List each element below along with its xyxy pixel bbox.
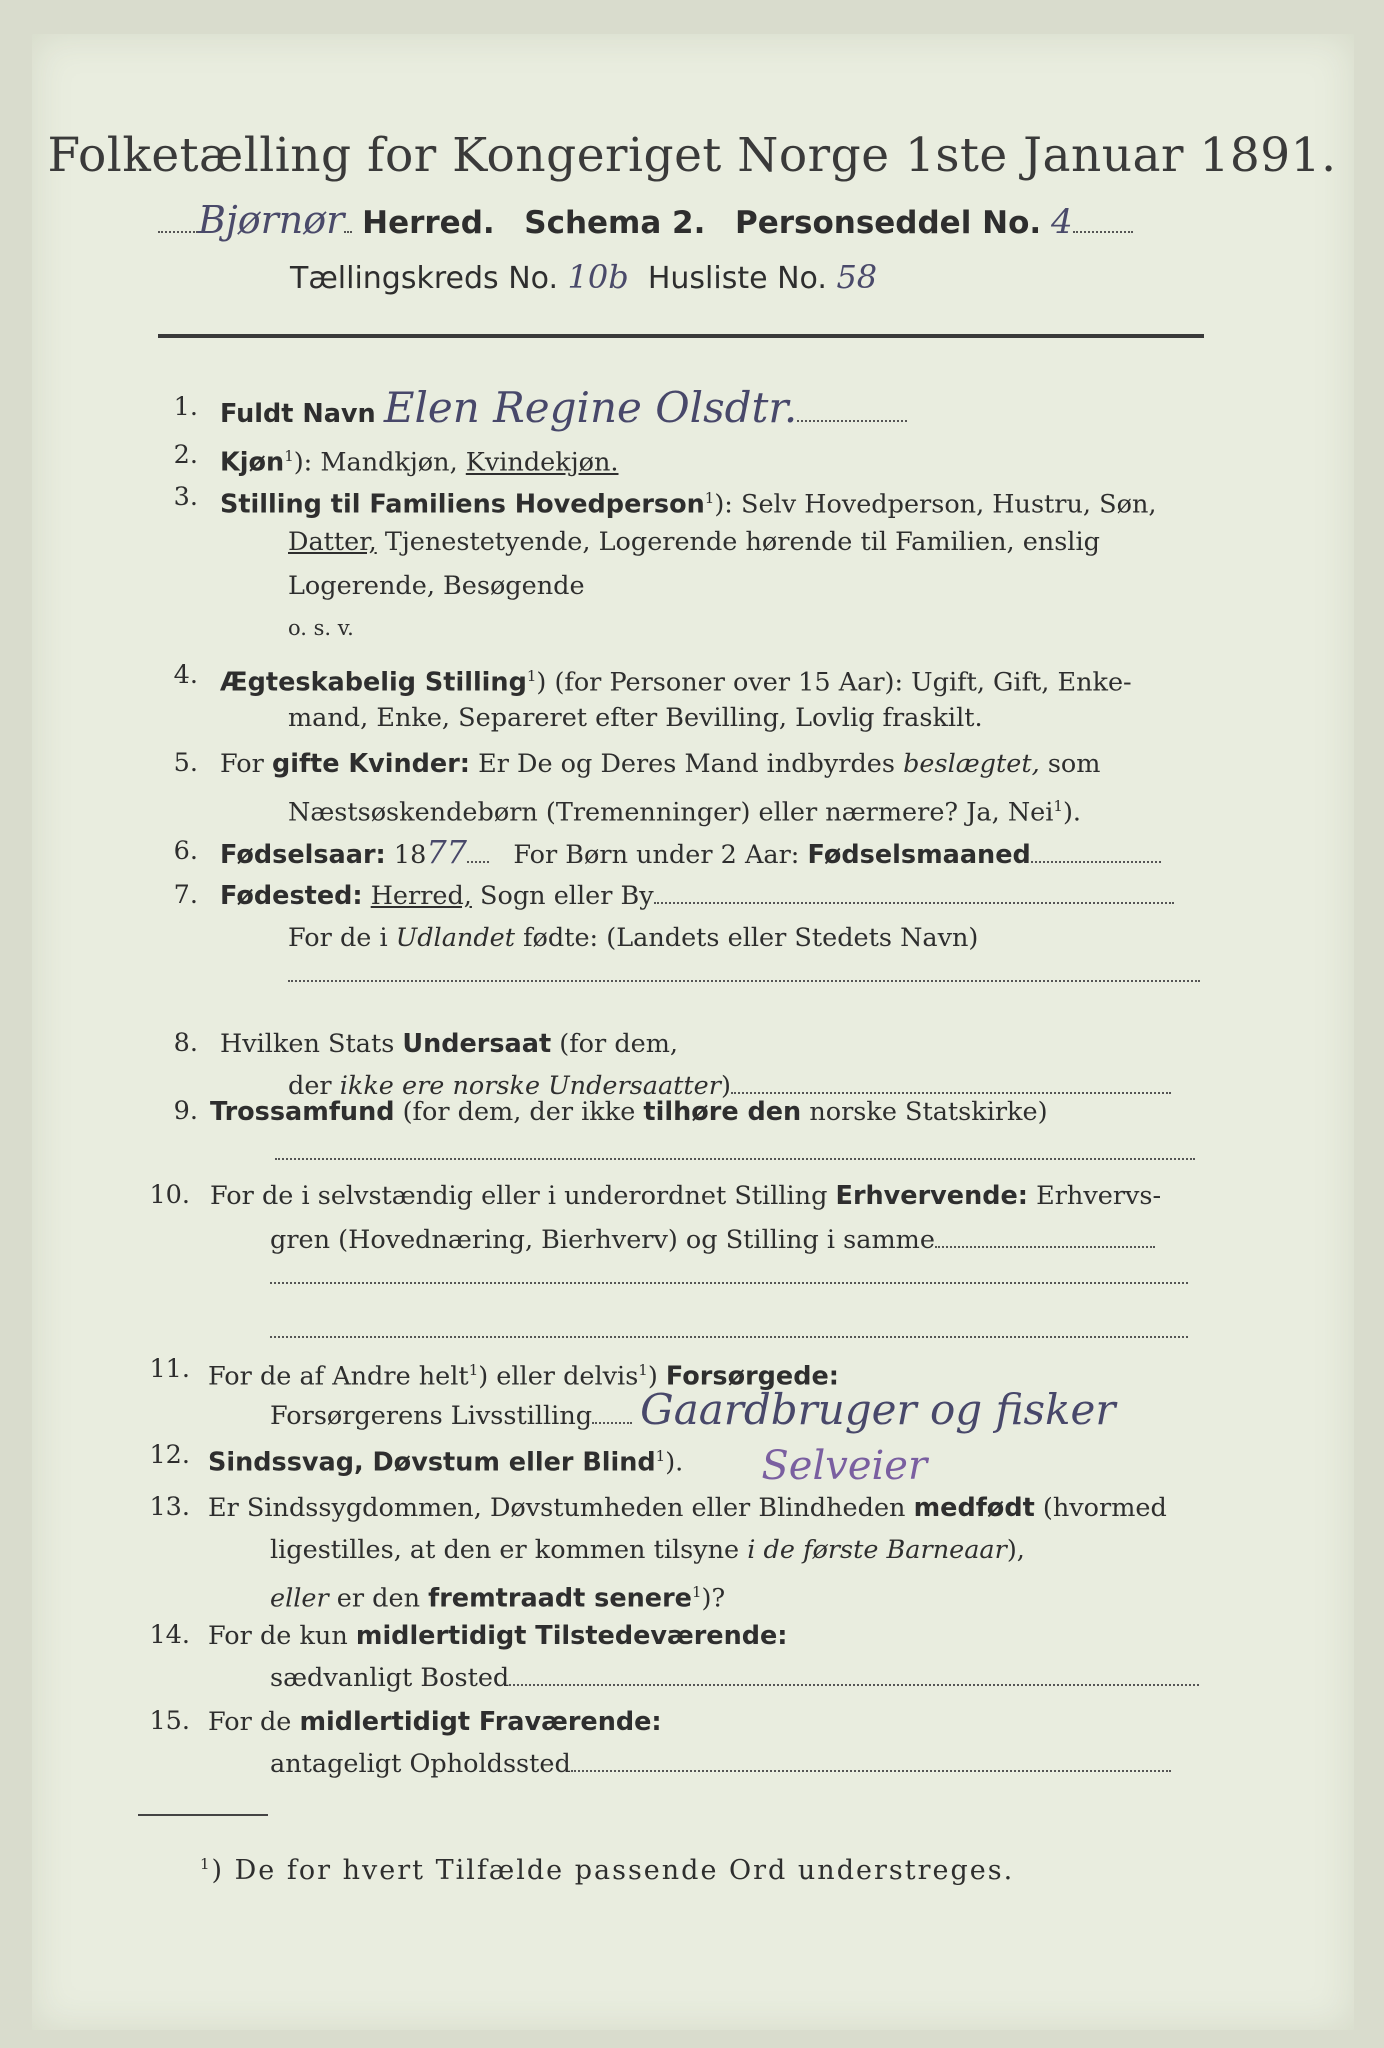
q15-line1 <box>208 1706 662 1738</box>
q15-line2 <box>270 1748 1190 1780</box>
q4-line1 <box>220 660 1132 699</box>
q10-answer-line2 <box>270 1316 1188 1338</box>
q1-number: 1. <box>173 392 198 422</box>
q8-text1: (for dem, <box>559 1029 679 1059</box>
footnote <box>200 1855 1014 1886</box>
q14-label: midlertidigt Tilstedeværende: <box>355 1621 788 1651</box>
footnote-text: ) De for hvert Tilfælde passende Ord understreges. <box>211 1855 1015 1886</box>
q10-text1: Erhvervs- <box>1036 1181 1162 1211</box>
q13-ital3: eller <box>270 1583 329 1614</box>
q10-label: Erhvervende: <box>835 1181 1028 1211</box>
q11-text2: Forsørgerens Livsstilling <box>270 1401 593 1431</box>
q2-choice-underlined: Kvindekjøn. <box>465 447 619 478</box>
q3-number: 3. <box>173 482 198 512</box>
q12-handwritten-note: Selveier <box>761 1442 928 1489</box>
q13-label3: fremtraadt senere <box>428 1583 692 1614</box>
q5-line2 <box>288 790 1081 829</box>
q8-text2b: ) <box>720 1071 731 1101</box>
q13-number: 13. <box>149 1492 190 1522</box>
q15-label: midlertidigt Fraværende: <box>299 1707 662 1737</box>
kreds-handwritten: 10b <box>567 258 629 296</box>
q10-line1 <box>210 1180 1161 1212</box>
q15-pre: For de <box>208 1707 292 1737</box>
q6-handwritten-year: 77 <box>426 833 468 871</box>
q2-text: ): Mandkjøn, <box>293 447 458 478</box>
q9-text1: (for dem, der ikke <box>402 1097 636 1127</box>
q9-answer-line <box>275 1138 1195 1160</box>
q2-number: 2. <box>173 440 198 470</box>
q8-number: 8. <box>173 1028 198 1058</box>
q14-number: 14. <box>149 1620 190 1650</box>
q7-text2a: For de i <box>288 923 388 953</box>
q7-ital: Udlandet <box>395 923 515 953</box>
q13-ital2: i de første Barneaar <box>747 1535 1007 1565</box>
q12-line <box>208 1440 928 1489</box>
q13-text3b: )? <box>701 1583 726 1614</box>
personseddel-label: Personseddel No. <box>734 205 1042 241</box>
q9-bold2: tilhøre den <box>643 1097 802 1127</box>
q8-line1 <box>220 1028 678 1060</box>
q1-line <box>220 383 1206 432</box>
schema-label: Schema 2. <box>524 205 706 241</box>
husliste-handwritten: 58 <box>836 258 878 296</box>
q11-sup: 1 <box>468 1361 479 1379</box>
q5-text2: Næstsøskendebørn (Tremenninger) eller nærmere? Ja, Nei <box>288 797 1054 828</box>
q11-post: ) <box>647 1361 658 1392</box>
q1-label: Fuldt Navn <box>220 399 376 429</box>
q12-sup: 1 <box>655 1447 666 1465</box>
q10-pre: For de i selvstændig eller i underordnet Stilling <box>210 1181 828 1211</box>
q7-answer-line <box>288 960 1200 982</box>
q3-text1: ): Selv Hovedperson, Hustru, Søn, <box>714 489 1157 520</box>
q7-choice-underlined: Herred, <box>370 881 472 911</box>
footnote-rule <box>138 1814 268 1816</box>
q3-text4: o. s. v. <box>288 616 354 640</box>
q13-text2b: ), <box>1006 1535 1025 1565</box>
q3-text3: Logerende, Besøgende <box>288 571 585 601</box>
q9-number: 9. <box>173 1096 198 1126</box>
q14-text2: sædvanligt Bosted <box>270 1663 510 1693</box>
q12-number: 12. <box>149 1440 190 1470</box>
q9-label: Trossamfund <box>210 1097 395 1127</box>
q10-answer-line1 <box>270 1262 1188 1284</box>
q7-line1 <box>220 880 1174 912</box>
q11-sup2: 1 <box>638 1361 648 1379</box>
q1-handwritten-name: Elen Regine Olsdtr. <box>383 383 798 432</box>
q7-line2 <box>288 922 978 954</box>
q6-text: For Børn under 2 Aar: <box>513 840 800 870</box>
q8-pre: Hvilken Stats <box>220 1029 395 1059</box>
q5-sup: 1 <box>1053 797 1063 815</box>
q2-label: Kjøn <box>220 447 285 478</box>
q6-line <box>220 833 1206 871</box>
q5-ital: beslægtet, <box>903 749 1040 779</box>
q11-line2 <box>270 1385 1116 1434</box>
q8-ital: ikke ere norske Undersaatter <box>339 1071 721 1101</box>
q14-line2 <box>270 1662 1190 1694</box>
q5-text2b: ). <box>1062 797 1082 828</box>
q7-text2b: fødte: (Landets eller Stedets Navn) <box>523 923 979 953</box>
q13-text2a: ligestilles, at den er kommen tilsyne <box>270 1535 740 1565</box>
q7-text1: Sogn eller By <box>480 881 654 911</box>
q11-handwritten-occupation: Gaardbruger og fisker <box>640 1385 1116 1434</box>
q11-number: 11. <box>149 1354 190 1384</box>
q13-line3 <box>270 1576 725 1615</box>
q9-line1 <box>210 1096 1048 1128</box>
herred-row <box>158 198 1208 242</box>
q4-number: 4. <box>173 660 198 690</box>
header-rule <box>158 334 1204 338</box>
q3-line1 <box>220 482 1156 521</box>
q5-line1 <box>220 748 1100 780</box>
q8-label: Undersaat <box>402 1029 552 1059</box>
q6-label2: Fødselsmaaned <box>807 840 1031 870</box>
q11-pre: For de af Andre helt <box>208 1361 469 1392</box>
q4-sup: 1 <box>526 667 537 685</box>
q14-line1 <box>208 1620 788 1652</box>
q13-line1 <box>208 1492 1167 1524</box>
kreds-row <box>290 258 1130 296</box>
q10-text2: gren (Hovednæring, Bierhverv) og Stilling i samme <box>270 1225 935 1255</box>
q4-text1: ) (for Personer over 15 Aar): Ugift, Gift, Enke- <box>536 667 1132 698</box>
footnote-sup: 1 <box>200 1855 212 1873</box>
q15-number: 15. <box>149 1706 190 1736</box>
herred-label: Herred. <box>362 205 495 241</box>
kreds-label: Tællingskreds No. <box>290 261 558 296</box>
q5-label: gifte Kvinder: <box>271 749 471 779</box>
q11-label: Forsørgede: <box>665 1361 839 1392</box>
q3-line2 <box>288 526 1100 558</box>
q6-number: 6. <box>173 836 198 866</box>
q3-text2: Tjenestetyende, Logerende hørende til Familien, enslig <box>384 527 1100 557</box>
q13-text1: Er Sindssygdommen, Døvstumheden eller Blindheden <box>208 1493 906 1523</box>
q15-text2: antageligt Opholdssted <box>270 1749 571 1779</box>
q13-text3: er den <box>336 1583 421 1614</box>
q5-pre: For <box>220 749 264 779</box>
husliste-label: Husliste No. <box>647 261 827 296</box>
q2-sup: 1 <box>284 447 294 465</box>
q14-pre: For de kun <box>208 1621 348 1651</box>
q9-text1b: norske Statskirke) <box>809 1097 1048 1127</box>
q3-label: Stilling til Familiens Hovedperson <box>220 489 705 520</box>
herred-handwritten: Bjørnør <box>198 198 345 242</box>
q11-mid: ) eller delvis <box>478 1361 639 1392</box>
q10-number: 10. <box>149 1180 190 1210</box>
q2-line <box>220 440 619 479</box>
q13-line2 <box>270 1534 1025 1566</box>
q4-label: Ægteskabelig Stilling <box>220 667 527 698</box>
q3-sup: 1 <box>704 489 715 507</box>
q5-number: 5. <box>173 748 198 778</box>
q6-label: Fødselsaar: <box>220 840 386 870</box>
q13-text1b: (hvormed <box>1042 1493 1167 1523</box>
q4-text2: mand, Enke, Separeret efter Bevilling, Lovlig fraskilt. <box>288 703 983 733</box>
q3-choice-underlined: Datter, <box>288 527 377 557</box>
q13-sup: 1 <box>691 1583 702 1601</box>
q13-label: medfødt <box>913 1493 1035 1523</box>
q12-label: Sindssvag, Døvstum eller Blind <box>208 1447 656 1478</box>
q5-text1: Er De og Deres Mand indbyrdes <box>478 749 895 779</box>
personseddel-handwritten: 4 <box>1051 202 1073 242</box>
q7-number: 7. <box>173 880 198 910</box>
q7-label: Fødested: <box>220 881 363 911</box>
form-title: Folketælling for Kongeriget Norge 1ste Januar 1891. <box>47 128 1337 183</box>
q10-line2 <box>270 1224 1190 1256</box>
q6-prefix: 18 <box>393 840 427 870</box>
q12-post: ). <box>665 1447 684 1478</box>
q8-text2a: der <box>288 1071 332 1101</box>
q5-text1b: som <box>1047 749 1101 779</box>
